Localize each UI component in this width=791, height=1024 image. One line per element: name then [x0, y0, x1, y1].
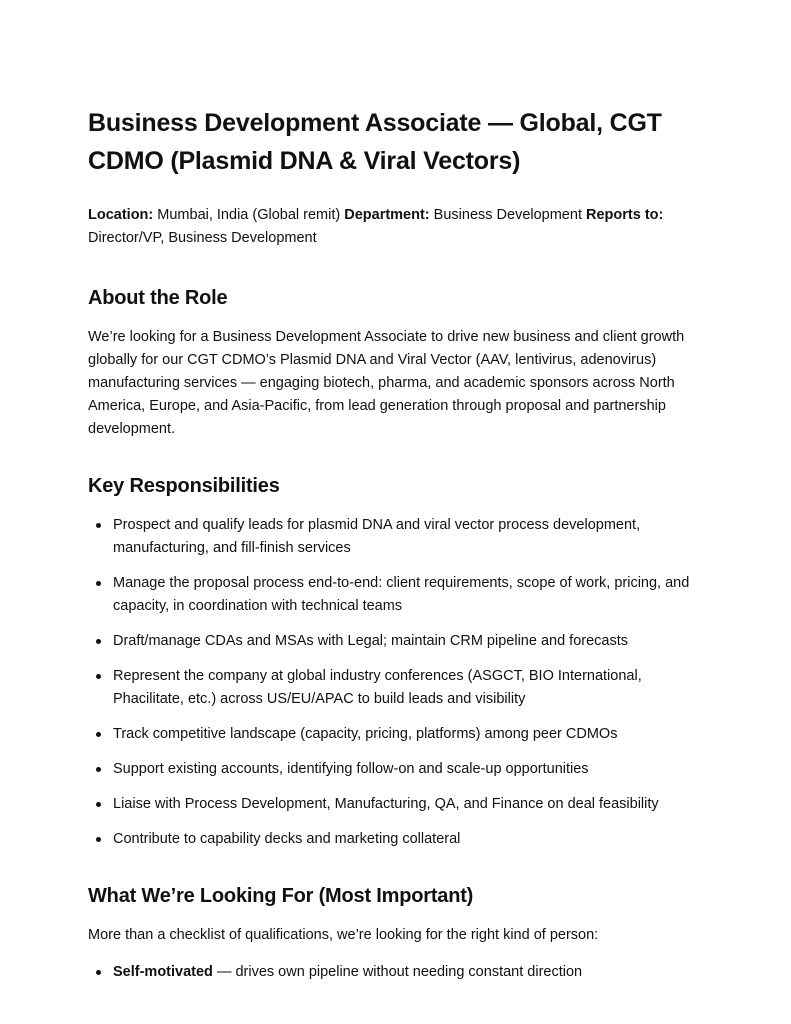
qualities-list	[88, 961, 703, 984]
list-item: Represent the company at global industry conferences (ASGCT, BIO International, Phacilitate, etc.) across US/EU/APAC to build leads and visibility	[113, 665, 703, 711]
list-item	[113, 961, 703, 984]
responsibilities-list	[88, 514, 703, 851]
list-item: Prospect and qualify leads for plasmid DNA and viral vector process development, manufacturing, and fill-finish services	[113, 514, 703, 560]
location-label: Location:	[88, 207, 154, 223]
about-heading: About the Role	[88, 287, 228, 309]
looking-for-heading: What We’re Looking For (Most Important)	[88, 885, 474, 907]
job-meta	[88, 204, 703, 250]
list-item: Contribute to capability decks and marketing collateral	[113, 828, 703, 851]
department-value: Business Development	[429, 207, 586, 223]
list-item: Manage the proposal process end-to-end: client requirements, scope of work, pricing, and capacity, in coordination with technical teams	[113, 572, 703, 618]
reports-to-value: Director/VP, Business Development	[88, 230, 317, 246]
quality-lead: Self-motivated	[113, 964, 213, 980]
about-text: We’re looking for a Business Development Associate to drive new business and client growth globally for our CGT CDMO’s Plasmid DNA and Viral Vector (AAV, lentivirus, adenovirus) manufacturing services — engaging biotech, pharma, and academic sponsors across North America, Europe, and Asia-Pacific, from lead generation through proposal and partnership development.	[88, 329, 685, 437]
page-title: Business Development Associate — Global, CGT CDMO (Plasmid DNA & Viral Vectors)	[88, 109, 662, 175]
department-label: Department:	[344, 207, 430, 223]
reports-to-label: Reports to:	[586, 207, 664, 223]
list-item: Draft/manage CDAs and MSAs with Legal; maintain CRM pipeline and forecasts	[113, 630, 703, 653]
looking-for-intro: More than a checklist of qualifications, we’re looking for the right kind of person:	[88, 927, 599, 943]
location-value: Mumbai, India (Global remit)	[153, 207, 345, 223]
list-item: Liaise with Process Development, Manufacturing, QA, and Finance on deal feasibility	[113, 793, 703, 816]
responsibilities-heading: Key Responsibilities	[88, 475, 280, 497]
list-item: Track competitive landscape (capacity, pricing, platforms) among peer CDMOs	[113, 723, 703, 746]
list-item: Support existing accounts, identifying follow-on and scale-up opportunities	[113, 758, 703, 781]
quality-text: — drives own pipeline without needing constant direction	[212, 964, 583, 980]
